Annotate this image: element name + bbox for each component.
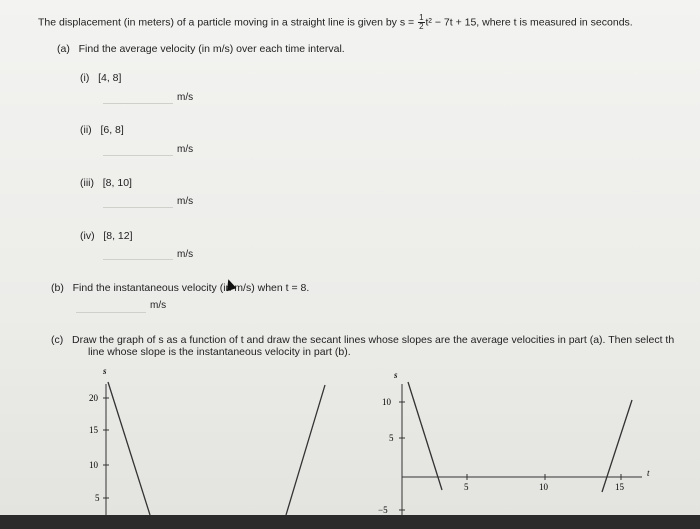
interval-ii: [80, 124, 124, 137]
problem-statement: [38, 14, 633, 31]
interval-iv: [80, 230, 133, 243]
unit-ii: m/s: [177, 144, 194, 155]
answer-input-iii[interactable]: [103, 207, 173, 208]
equation-fraction: [418, 14, 424, 31]
part-a-label: (a): [57, 43, 70, 55]
left-graph-curve-right: [286, 385, 325, 515]
part-b-label: (b): [51, 282, 64, 294]
part-a-prompt: Find the average velocity (in m/s) over each time interval.: [78, 43, 345, 55]
right-graph-label-y5: 5: [389, 433, 394, 443]
left-graph-label-20: 20: [89, 393, 98, 403]
left-graph-curve-left: [108, 382, 150, 515]
part-c-prompt-2: line whose slope is the instantaneous velocity in part (b).: [88, 346, 351, 358]
part-a-heading: [57, 43, 345, 56]
answer-input-i[interactable]: [103, 103, 173, 104]
answer-input-ii[interactable]: [103, 155, 173, 156]
answer-input-b[interactable]: [76, 312, 146, 313]
interval-i-label: (i): [80, 72, 90, 84]
right-graph[interactable]: [370, 380, 660, 515]
part-b-prompt: Find the instantaneous velocity (in m/s) when t = 8.: [72, 282, 310, 294]
right-graph-s-label: s: [394, 370, 398, 380]
right-graph-label-x10: 10: [539, 482, 548, 492]
left-graph-label-5: 5: [95, 493, 100, 503]
left-graph-s-label: s: [103, 366, 107, 376]
right-graph-curve-right: [602, 400, 632, 492]
left-graph[interactable]: [70, 380, 330, 515]
unit-i: m/s: [177, 92, 194, 103]
part-b-heading: [51, 282, 309, 295]
interval-ii-label: (ii): [80, 124, 92, 136]
left-graph-label-15: 15: [89, 425, 98, 435]
interval-iii: [80, 177, 132, 190]
interval-i: [80, 72, 121, 85]
interval-i-range: [4, 8]: [98, 72, 122, 84]
fraction-numerator: 1: [419, 13, 424, 22]
equation-rest: t² − 7t + 15,: [425, 16, 480, 29]
part-c-label: (c): [51, 334, 64, 346]
equation-lhs: s =: [399, 16, 418, 29]
answer-input-iv[interactable]: [103, 259, 173, 260]
bottom-bar: [0, 515, 700, 529]
intro-text-after: where t is measured in seconds.: [479, 16, 633, 29]
right-graph-label-x5: 5: [464, 482, 469, 492]
right-graph-label-x15: 15: [615, 482, 624, 492]
interval-iv-label: (iv): [80, 230, 95, 242]
fraction-denominator: 2: [419, 22, 424, 31]
part-c-heading-line2: [88, 346, 351, 359]
right-graph-label-ym5: −5: [378, 505, 388, 515]
left-graph-label-10: 10: [89, 460, 98, 470]
interval-iii-range: [8, 10]: [102, 177, 132, 189]
unit-b: m/s: [150, 300, 167, 311]
interval-iv-range: [8, 12]: [103, 230, 133, 242]
unit-iv: m/s: [177, 249, 194, 260]
right-graph-curve-left: [408, 382, 442, 490]
interval-iii-label: (iii): [80, 177, 94, 189]
right-graph-label-y10: 10: [382, 397, 391, 407]
interval-ii-range: [6, 8]: [100, 124, 124, 136]
right-graph-t-label: t: [647, 468, 650, 478]
part-c-prompt-1: Draw the graph of s as a function of t and draw the secant lines whose slopes are the average velocities in part (a). Then select th: [72, 334, 675, 346]
unit-iii: m/s: [177, 196, 194, 207]
intro-text: The displacement (in meters) of a particle moving in a straight line is given by: [38, 16, 400, 29]
